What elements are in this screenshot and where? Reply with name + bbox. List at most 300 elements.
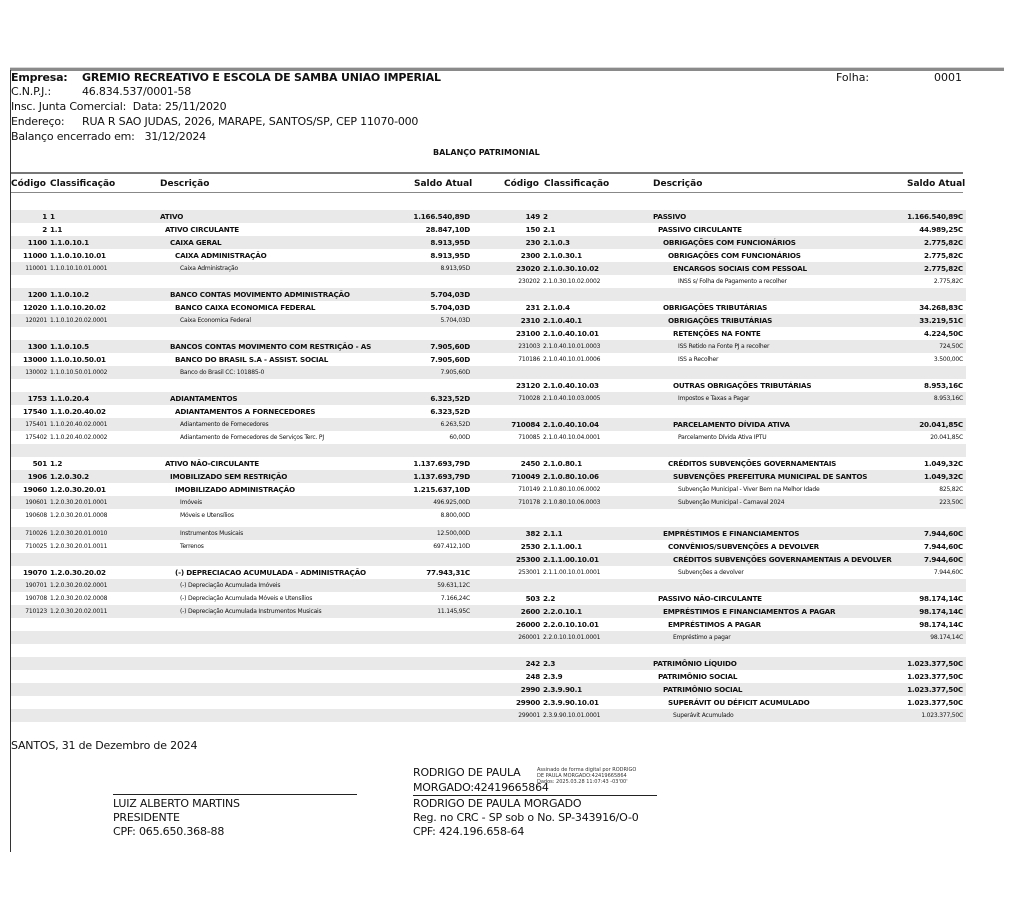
- account-code: 503: [525, 594, 540, 603]
- folha-label: Folha:: [836, 71, 870, 84]
- account-classification: 1.1: [50, 225, 63, 234]
- table-row: [11, 618, 966, 631]
- account-description: Impostos e Taxas a Pagar: [678, 395, 750, 402]
- account-classification: 2.1.0.80.10.06: [543, 472, 599, 481]
- table-row: [11, 670, 966, 683]
- account-description: PASSIVO: [653, 212, 687, 221]
- table-row: [11, 540, 966, 553]
- account-balance: 697.412,10D: [433, 543, 470, 550]
- account-balance: 20.041,85C: [919, 420, 963, 429]
- account-code: 299001: [518, 712, 540, 719]
- table-row: [11, 405, 966, 418]
- table-row: [11, 566, 966, 579]
- account-balance: 4.224,50C: [924, 329, 963, 338]
- account-description: SUPERÁVIT OU DÉFICIT ACUMULADO: [668, 698, 810, 707]
- account-code: 231003: [518, 343, 540, 350]
- account-balance: 5.704,03D: [430, 303, 470, 312]
- account-description: BANCO DO BRASIL S.A - ASSIST. SOCIAL: [175, 355, 329, 364]
- account-classification: 2.1.0.40.10.03.0005: [543, 395, 601, 402]
- column-header-top-rule-right: [501, 172, 963, 174]
- account-code: 2600: [520, 607, 540, 616]
- account-description: Caixa Economica Federal: [180, 317, 251, 324]
- account-description: Instrumentos Musicais: [180, 530, 244, 537]
- account-code: 23120: [515, 381, 540, 390]
- account-classification: 2.1.0.4: [543, 303, 570, 312]
- table-row: [11, 444, 966, 457]
- table-row: [11, 709, 966, 722]
- account-classification: 1.2.0.30.20.01.0001: [50, 499, 108, 506]
- account-description: ADIANTAMENTOS: [170, 394, 238, 403]
- col-classificacao-left: Classificação: [50, 179, 116, 189]
- table-row: [11, 379, 966, 392]
- account-balance: 12.500,00D: [436, 530, 470, 537]
- account-balance: 2.775,82C: [924, 264, 963, 273]
- account-classification: 1.2.0.30.20.01.0008: [50, 512, 108, 519]
- col-saldo-left: Saldo Atual: [414, 179, 473, 189]
- table-row: [11, 275, 966, 288]
- account-classification: 2.1.0.40.10.04.0001: [543, 434, 601, 441]
- table-row: [11, 657, 966, 670]
- account-description: EMPRÉSTIMOS E FINANCIAMENTOS A PAGAR: [663, 607, 836, 616]
- account-code: 175402: [25, 434, 47, 441]
- account-classification: 2.1.0.30.10.02.0002: [543, 278, 601, 285]
- account-classification: 2.1: [543, 225, 556, 234]
- account-classification: 1.1.0.10.50.01: [50, 355, 106, 364]
- account-code: 2530: [520, 542, 540, 551]
- account-description: OBRIGAÇÕES TRIBUTÁRIAS: [668, 316, 773, 325]
- endereco-value: RUA R SAO JUDAS, 2026, MARAPE, SANTOS/SP, CEP 11070-000: [82, 115, 419, 128]
- account-classification: 1.1.0.10.2: [50, 290, 89, 299]
- table-row: [11, 197, 966, 210]
- account-description: PARCELAMENTO DÍVIDA ATIVA: [673, 420, 790, 429]
- signature-line-president: [113, 794, 357, 795]
- table-row: [11, 210, 966, 223]
- table-row: [11, 249, 966, 262]
- account-classification: 1.2.0.30.20.01.0010: [50, 530, 108, 537]
- table-row: [11, 353, 966, 366]
- account-code: 23100: [515, 329, 540, 338]
- table-row: [11, 366, 966, 379]
- account-description: (-) Depreciação Acumulada Instrumentos Musicais: [180, 608, 322, 615]
- account-balance: 98.174,14C: [919, 607, 963, 616]
- account-balance: 7.944,60C: [924, 542, 963, 551]
- account-description: Superávit Acumulado: [673, 712, 734, 719]
- account-description: Imóveis: [180, 499, 202, 506]
- account-balance: 1.137.693,79D: [413, 459, 470, 468]
- table-row: [11, 431, 966, 444]
- account-description: IMOBILIZADO ADMINISTRAÇÃO: [175, 485, 295, 494]
- account-description: PASSIVO CIRCULANTE: [658, 225, 742, 234]
- account-description: RETENÇÕES NA FONTE: [673, 329, 761, 338]
- account-classification: 2.1.0.40.1: [543, 316, 582, 325]
- account-code: 1906: [27, 472, 47, 481]
- account-classification: 1.2.0.30.20.02.0001: [50, 582, 108, 589]
- account-description: ATIVO CIRCULANTE: [165, 225, 239, 234]
- account-code: 149: [525, 212, 540, 221]
- account-code: 710026: [25, 530, 47, 537]
- account-code: 501: [32, 459, 47, 468]
- account-code: 1: [42, 212, 47, 221]
- account-code: 1753: [27, 394, 47, 403]
- account-classification: 2.1.0.80.10.06.0003: [543, 499, 601, 506]
- balanco-line: [11, 130, 206, 143]
- table-row: [11, 314, 966, 327]
- account-classification: 1.2.0.30.20.01: [50, 485, 106, 494]
- account-code: 120201: [25, 317, 47, 324]
- account-description: Caixa Administração: [180, 265, 238, 272]
- account-balance: 33.219,51C: [919, 316, 963, 325]
- account-description: ENCARGOS SOCIAIS COM PESSOAL: [673, 264, 807, 273]
- account-balance: 496.925,00D: [433, 499, 470, 506]
- digital-signature-name-1: RODRIGO DE PAULA: [413, 766, 521, 779]
- account-code: 175401: [25, 421, 47, 428]
- account-code: 710084: [511, 420, 540, 429]
- account-description: Banco do Brasil CC: 101885-0: [180, 369, 265, 376]
- account-classification: 2.1.0.80.1: [543, 459, 582, 468]
- account-code: 190608: [25, 512, 47, 519]
- account-classification: 2.1.1: [543, 529, 563, 538]
- account-description: Terrenos: [180, 543, 204, 550]
- account-code: 230202: [518, 278, 540, 285]
- account-balance: 6.323,52D: [430, 394, 470, 403]
- table-row: [11, 644, 966, 657]
- account-balance: 34.268,83C: [919, 303, 963, 312]
- junta-label: Insc. Junta Comercial:: [11, 100, 127, 113]
- account-balance: 1.023.377,50C: [907, 698, 963, 707]
- account-description: OBRIGAÇÕES TRIBUTÁRIAS: [663, 303, 768, 312]
- account-balance: 98.174,14C: [930, 634, 963, 641]
- account-code: 2310: [520, 316, 540, 325]
- account-classification: 1.1.0.10.10.01: [50, 251, 106, 260]
- account-description: SUBVENÇÕES PREFEITURA MUNICIPAL DE SANTOS: [673, 472, 868, 481]
- account-description: (-) Depreciação Acumulada Móveis e Utensílios: [180, 595, 313, 602]
- col-classificacao-right: Classificação: [544, 179, 610, 189]
- account-code: 710028: [518, 395, 540, 402]
- account-description: BANCO CONTAS MOVIMENTO ADMINISTRAÇÃO: [170, 290, 350, 299]
- account-balance: 5.704,03D: [440, 317, 470, 324]
- place-date: SANTOS, 31 de Dezembro de 2024: [11, 739, 198, 752]
- folha-value: 0001: [934, 71, 962, 84]
- account-code: 710149: [518, 486, 540, 493]
- signer1-role: PRESIDENTE: [113, 811, 180, 824]
- account-classification: 2.2: [543, 594, 556, 603]
- account-classification: 1.1.0.10.20.02: [50, 303, 106, 312]
- account-balance: 60,00D: [449, 434, 470, 441]
- account-balance: 1.023.377,50C: [907, 659, 963, 668]
- col-codigo-right: Código: [504, 179, 539, 189]
- table-row: [11, 509, 966, 522]
- account-classification: 1.1.0.20.4: [50, 394, 89, 403]
- account-code: 1100: [27, 238, 47, 247]
- account-balance: 8.913,95D: [430, 238, 470, 247]
- account-classification: 2.1.1.00.10.01.0001: [543, 569, 601, 576]
- signer1-cpf: CPF: 065.650.368-88: [113, 825, 225, 838]
- digital-signature-name-2: MORGADO:42419665864: [413, 781, 549, 794]
- account-code: 2300: [520, 251, 540, 260]
- table-row: [11, 579, 966, 592]
- page-title: BALANÇO PATRIMONIAL: [433, 148, 540, 157]
- account-balance: 1.215.637,10D: [413, 485, 470, 494]
- table-row: [11, 288, 966, 301]
- table-row: [11, 340, 966, 353]
- table-row: [11, 223, 966, 236]
- account-classification: 1.1.0.20.40.02: [50, 407, 106, 416]
- account-description: Adiantamento de Fornecedores: [180, 421, 269, 428]
- table-row: [11, 527, 966, 540]
- endereco-label: Endereço:: [11, 115, 65, 128]
- account-code: 29900: [515, 698, 540, 707]
- account-description: (-) DEPRECIACAO ACUMULADA - ADMINISTRAÇÃO: [175, 568, 366, 577]
- account-description: Subvenções a devolver: [678, 569, 744, 576]
- account-classification: 2.1.0.3: [543, 238, 570, 247]
- account-classification: 2.1.0.80.10.06.0002: [543, 486, 601, 493]
- account-balance: 98.174,14C: [919, 594, 963, 603]
- account-description: PATRIMÔNIO LÍQUIDO: [653, 659, 737, 668]
- signature-line-accountant: [413, 795, 657, 796]
- account-code: 1200: [27, 290, 47, 299]
- account-description: CRÉDITOS SUBVENÇÕES GOVERNAMENTAIS: [668, 459, 837, 468]
- account-balance: 11.145,95C: [437, 608, 470, 615]
- account-code: 2990: [520, 685, 540, 694]
- account-classification: 1.2: [50, 459, 63, 468]
- account-code: 710123: [25, 608, 47, 615]
- account-balance: 7.944,60C: [933, 569, 963, 576]
- table-row: [11, 631, 966, 644]
- account-balance: 2.775,82C: [933, 278, 963, 285]
- account-description: INSS s/ Folha de Pagamento a recolher: [678, 278, 787, 285]
- account-description: ADIANTAMENTOS A FORNECEDORES: [175, 407, 316, 416]
- account-balance: 7.944,60C: [924, 529, 963, 538]
- account-description: Subvenção Municipal - Carnaval 2024: [678, 499, 785, 506]
- account-code: 242: [525, 659, 540, 668]
- account-code: 710049: [511, 472, 540, 481]
- account-classification: 1.1.0.10.50.01.0002: [50, 369, 108, 376]
- account-description: PASSIVO NÃO-CIRCULANTE: [658, 594, 762, 603]
- account-classification: 2.1.1.00.1: [543, 542, 582, 551]
- account-balance: 5.704,03D: [430, 290, 470, 299]
- account-code: 19060: [22, 485, 47, 494]
- account-classification: 2.1.0.30.10.02: [543, 264, 599, 273]
- cnpj-line: [11, 85, 191, 98]
- account-balance: 6.263,52D: [440, 421, 470, 428]
- account-code: 190701: [25, 582, 47, 589]
- account-classification: 1.1.0.20.40.02.0001: [50, 421, 108, 428]
- column-header-bottom-rule: [11, 192, 963, 193]
- account-description: ATIVO NÃO-CIRCULANTE: [165, 459, 259, 468]
- account-code: 12020: [22, 303, 47, 312]
- account-code: 190601: [25, 499, 47, 506]
- account-balance: 1.023.377,50C: [907, 685, 963, 694]
- account-classification: 2.3.9.90.10.01.0001: [543, 712, 601, 719]
- account-code: 26000: [515, 620, 540, 629]
- account-code: 230: [525, 238, 540, 247]
- account-code: 253001: [518, 569, 540, 576]
- account-description: ATIVO: [160, 212, 184, 221]
- account-classification: 2: [543, 212, 548, 221]
- col-saldo-right: Saldo Atual: [907, 179, 966, 189]
- account-balance: 1.166.540,89C: [907, 212, 963, 221]
- account-code: 710178: [518, 499, 540, 506]
- account-balance: 59.631,12C: [437, 582, 470, 589]
- account-balance: 1.023.377,50C: [907, 672, 963, 681]
- account-classification: 1.2.0.30.20.01.0011: [50, 543, 108, 550]
- account-balance: 8.800,00D: [440, 512, 470, 519]
- account-classification: 1.1.0.10.5: [50, 342, 89, 351]
- account-classification: 1.1.0.20.40.02.0002: [50, 434, 108, 441]
- account-description: EMPRÉSTIMOS E FINANCIAMENTOS: [663, 529, 800, 538]
- account-balance: 8.913,95D: [430, 251, 470, 260]
- account-description: OUTRAS OBRIGAÇÕES TRIBUTÁRIAS: [673, 381, 812, 390]
- account-description: CRÉDITOS SUBVENÇÕES GOVERNAMENTAIS A DEVOLVER: [673, 555, 892, 564]
- empresa-line: [11, 71, 441, 84]
- account-classification: 2.3.9.90.1: [543, 685, 582, 694]
- account-classification: 2.2.0.10.10.01.0001: [543, 634, 601, 641]
- account-code: 25300: [515, 555, 540, 564]
- account-balance: 98.174,14C: [919, 620, 963, 629]
- account-classification: 2.1.0.40.10.03: [543, 381, 599, 390]
- account-classification: 2.1.0.40.10.01.0003: [543, 343, 601, 350]
- account-balance: 7.905,60D: [430, 342, 470, 351]
- account-balance: 28.847,10D: [425, 225, 470, 234]
- account-code: 13000: [22, 355, 47, 364]
- account-classification: 2.2.0.10.1: [543, 607, 582, 616]
- account-balance: 1.049,32C: [924, 472, 963, 481]
- digital-note-line-2: DE PAULA MORGADO:42419665864: [537, 773, 627, 779]
- account-description: (-) Depreciação Acumulada Imóveis: [180, 582, 281, 589]
- balanco-label: Balanço encerrado em:: [11, 130, 135, 143]
- table-row: [11, 392, 966, 405]
- empresa-value: GREMIO RECREATIVO E ESCOLA DE SAMBA UNIAO IMPERIAL: [82, 71, 441, 84]
- table-row: [11, 301, 966, 314]
- account-balance: 77.943,31C: [426, 568, 470, 577]
- account-description: PATRIMÔNIO SOCIAL: [663, 685, 743, 694]
- account-balance: 20.041,85C: [930, 434, 963, 441]
- account-description: Adiantamento de Fornecedores de Serviços Terc. PJ: [180, 434, 324, 441]
- account-code: 382: [525, 529, 540, 538]
- account-classification: 2.3: [543, 659, 556, 668]
- account-code: 231: [525, 303, 540, 312]
- table-row: [11, 327, 966, 340]
- account-classification: 1.2.0.30.2: [50, 472, 89, 481]
- account-description: ISS a Recolher: [678, 356, 719, 363]
- account-description: CONVÊNIOS/SUBVENÇÕES A DEVOLVER: [668, 542, 820, 551]
- account-balance: 8.953,16C: [933, 395, 963, 402]
- account-code: 190708: [25, 595, 47, 602]
- account-description: Empréstimo a pagar: [673, 634, 731, 641]
- account-balance: 7.905,60D: [430, 355, 470, 364]
- col-codigo-left: Código: [11, 179, 46, 189]
- signer2-cpf: CPF: 424.196.658-64: [413, 825, 525, 838]
- account-classification: 2.2.0.10.10.01: [543, 620, 599, 629]
- table-row: [11, 496, 966, 509]
- account-balance: 7.944,60C: [924, 555, 963, 564]
- account-balance: 44.989,25C: [919, 225, 963, 234]
- account-balance: 8.953,16C: [924, 381, 963, 390]
- table-row: [11, 418, 966, 431]
- account-description: OBRIGAÇÕES COM FUNCIONÁRIOS: [663, 238, 796, 247]
- account-balance: 724,50C: [939, 343, 963, 350]
- account-description: Móveis e Utensílios: [180, 512, 234, 519]
- empresa-label: Empresa:: [11, 71, 68, 84]
- digital-note-line-1: Assinado de forma digital por RODRIGO: [537, 767, 637, 773]
- column-header-top-rule-left: [11, 172, 501, 174]
- account-balance: 1.023.377,50C: [921, 712, 963, 719]
- account-classification: 1.2.0.30.20.02.0011: [50, 608, 108, 615]
- account-code: 248: [525, 672, 540, 681]
- account-code: 110001: [25, 265, 47, 272]
- account-description: CAIXA ADMINISTRAÇÃO: [175, 251, 267, 260]
- table-row: [11, 592, 966, 605]
- account-code: 1300: [27, 342, 47, 351]
- digital-signature-note: [537, 767, 636, 785]
- account-code: 17540: [22, 407, 47, 416]
- account-code: 710186: [518, 356, 540, 363]
- account-code: 2450: [520, 459, 540, 468]
- signer1-name: LUIZ ALBERTO MARTINS: [113, 797, 240, 810]
- account-classification: 2.1.0.40.10.01.0006: [543, 356, 601, 363]
- account-balance: 7.166,24C: [440, 595, 470, 602]
- col-descricao-left: Descrição: [160, 179, 210, 189]
- account-code: 11000: [22, 251, 47, 260]
- account-description: IMOBILIZADO SEM RESTRIÇÃO: [170, 472, 288, 481]
- table-row: [11, 262, 966, 275]
- account-code: 23020: [515, 264, 540, 273]
- account-balance: 1.137.693,79D: [413, 472, 470, 481]
- cnpj-value: 46.834.537/0001-58: [82, 85, 192, 98]
- account-description: PATRIMÔNIO SOCIAL: [658, 672, 738, 681]
- account-classification: 2.1.0.40.10.01: [543, 329, 599, 338]
- account-code: 2: [42, 225, 47, 234]
- account-classification: 1.1.0.10.10.01.0001: [50, 265, 108, 272]
- junta-value: Data: 25/11/2020: [132, 100, 227, 113]
- account-balance: 223,50C: [939, 499, 963, 506]
- account-classification: 1.1.0.10.20.02.0001: [50, 317, 108, 324]
- account-balance: 3.500,00C: [933, 356, 963, 363]
- account-description: Subvenção Municipal - Viver Bem na Melhor Idade: [678, 486, 820, 493]
- account-balance: 1.049,32C: [924, 459, 963, 468]
- account-description: BANCO CAIXA ECONOMICA FEDERAL: [175, 303, 316, 312]
- account-code: 130002: [25, 369, 47, 376]
- account-classification: 2.1.0.30.1: [543, 251, 582, 260]
- account-balance: 7.905,60D: [440, 369, 470, 376]
- account-classification: 2.1.0.40.10.04: [543, 420, 599, 429]
- account-classification: 1: [50, 212, 55, 221]
- account-classification: 1.1.0.10.1: [50, 238, 89, 247]
- account-code: 710085: [518, 434, 540, 441]
- account-description: ISS Retido na Fonte PJ a recolher: [678, 343, 770, 350]
- account-balance: 2.775,82C: [924, 251, 963, 260]
- account-classification: 1.2.0.30.20.02.0008: [50, 595, 108, 602]
- account-balance: 6.323,52D: [430, 407, 470, 416]
- account-description: OBRIGAÇÕES COM FUNCIONÁRIOS: [668, 251, 801, 260]
- account-code: 150: [525, 225, 540, 234]
- account-classification: 2.1.1.00.10.01: [543, 555, 599, 564]
- table-row: [11, 236, 966, 249]
- account-description: Parcelamento Dívida Ativa IPTU: [678, 434, 767, 441]
- account-description: EMPRÉSTIMOS A PAGAR: [668, 620, 761, 629]
- col-descricao-right: Descrição: [653, 179, 703, 189]
- digital-note-line-3: Dados: 2025.03.28 11:07:43 -03'00': [537, 779, 628, 785]
- account-balance: 8.913,95D: [440, 265, 470, 272]
- balanco-value: 31/12/2024: [144, 130, 206, 143]
- cnpj-label: C.N.P.J.:: [11, 85, 51, 98]
- account-code: 260001: [518, 634, 540, 641]
- table-row: [11, 696, 966, 709]
- table-row: [11, 683, 966, 696]
- account-code: 710025: [25, 543, 47, 550]
- endereco-line: [11, 115, 418, 128]
- table-row: [11, 483, 966, 496]
